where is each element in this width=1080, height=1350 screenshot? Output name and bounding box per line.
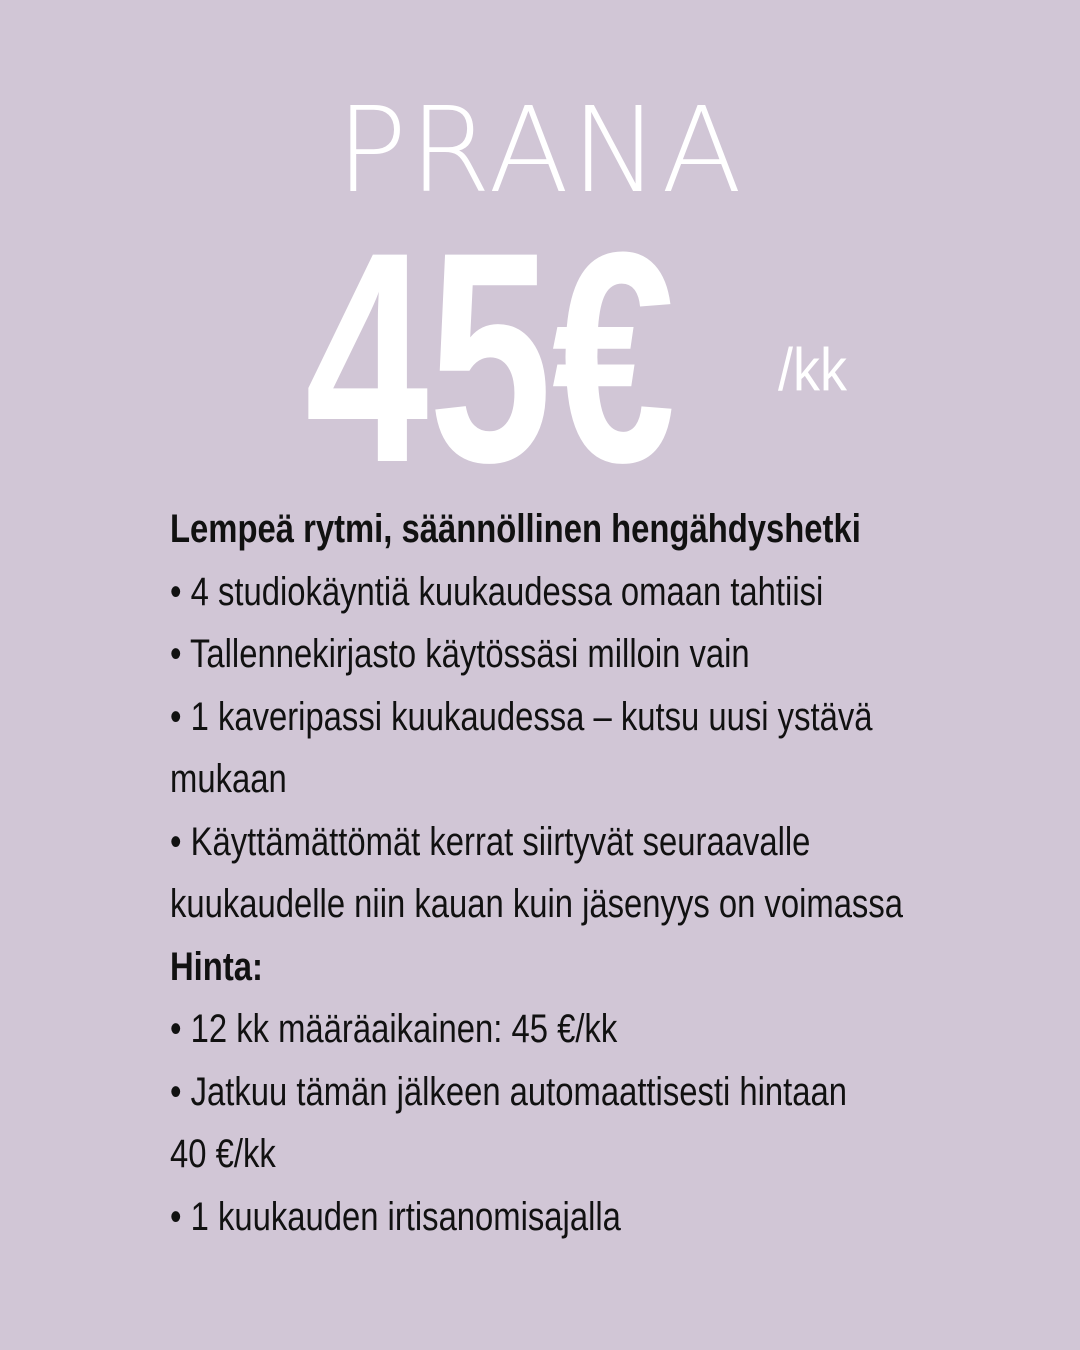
feature-line: • 4 studiokäyntiä kuukaudessa omaan tahtiisi bbox=[170, 569, 824, 614]
feature-line: • Käyttämättömät kerrat siirtyvät seuraavalle bbox=[170, 819, 811, 864]
price-line: • 1 kuukauden irtisanomisajalla bbox=[170, 1194, 621, 1239]
plan-title: PRANA bbox=[335, 81, 745, 219]
price-line: • 12 kk määräaikainen: 45 €/kk bbox=[170, 1007, 618, 1051]
price-heading: Hinta: bbox=[170, 944, 263, 989]
plan-details bbox=[170, 498, 960, 1248]
plan-subtitle: Lempeä rytmi, säännöllinen hengähdyshetki bbox=[170, 507, 861, 551]
price-line: • Jatkuu tämän jälkeen automaattisesti hintaan bbox=[170, 1069, 847, 1114]
price-unit: /kk bbox=[778, 336, 848, 403]
feature-line-continued: kuukaudelle niin kauan kuin jäsenyys on voimassa bbox=[170, 882, 903, 926]
feature-line: • Tallennekirjasto käytössäsi milloin vain bbox=[170, 632, 750, 676]
feature-line: • 1 kaveripassi kuukaudessa – kutsu uusi ystävä bbox=[170, 694, 873, 739]
price-line-continued: 40 €/kk bbox=[170, 1132, 276, 1176]
price-amount: 45€ bbox=[305, 189, 676, 525]
feature-line-continued: mukaan bbox=[170, 757, 287, 801]
